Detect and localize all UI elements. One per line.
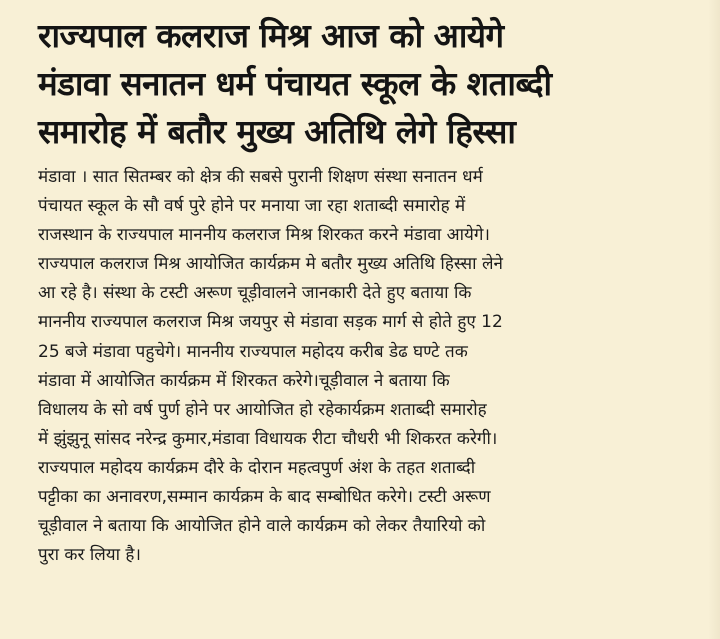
body-line: पुरा कर लिया है। xyxy=(38,545,141,566)
headline-line-1: राज्यपाल कलराज मिश्र आज को आयेगे xyxy=(38,16,504,55)
body-line: राज्यपाल महोदय कार्यक्रम दौरे के दोरान महत्वपुर्ण अंश के तहत शताब्दी xyxy=(38,457,476,478)
cut-off-next-headline xyxy=(38,624,638,639)
cut-off-text-top xyxy=(40,0,440,4)
body-line: मंडावा । सात सितम्बर को क्षेत्र की सबसे पुरानी शिक्षण संस्था सनातन धर्म xyxy=(38,167,483,187)
headline-line-2: मंडावा सनातन धर्म पंचायत स्कूल के शताब्दी xyxy=(38,64,552,103)
headline-line-3: समारोह में बतौर मुख्य अतिथि लेगे हिस्सा xyxy=(38,112,516,151)
body-line: मंडावा में आयोजित कार्यक्रम में शिरकत करेगे।चूड़ीवाल ने बताया कि xyxy=(38,370,450,391)
body-line: में झुंझुनू सांसद नरेन्द्र कुमार,मंडावा विधायक रीटा चौधरी भी शिकरत करेगी। xyxy=(38,428,498,449)
body-line: विधालय के सो वर्ष पुर्ण होने पर आयोजित हो रहेकार्यक्रम शताब्दी समारोह xyxy=(38,399,487,420)
body-line: राज्यपाल कलराज मिश्र आयोजित कार्यक्रम मे बतौर मुख्य अतिथि हिस्सा लेने xyxy=(38,254,503,275)
body-line: चूड़ीवाल ने बताया कि आयोजित होने वाले कार्यक्रम को लेकर तैयारियो को xyxy=(38,516,486,537)
body-line: राजस्थान के राज्यपाल माननीय कलराज मिश्र शिरकत करने मंडावा आयेगे। xyxy=(38,225,490,246)
article-body xyxy=(38,163,690,570)
body-line: पंचायत स्कूल के सौ वर्ष पुरे होने पर मनाया जा रहा शताब्दी समारोह में xyxy=(38,196,466,217)
body-line: 25 बजे मंडावा पहुचेगे। माननीय राज्यपाल महोदय करीब डेढ घण्टे तक xyxy=(38,341,468,362)
body-line: पट्टीका का अनावरण,सम्मान कार्यक्रम के बाद सम्बोधित करेगे। टस्टी अरूण xyxy=(38,487,491,508)
page-edge-shadow xyxy=(708,0,720,639)
article-headline xyxy=(38,12,698,156)
body-line: माननीय राज्यपाल कलराज मिश्र जयपुर से मंडावा सड़क मार्ग से होते हुए 12 xyxy=(38,312,503,333)
body-line: आ रहे है। संस्था के टस्टी अरूण चूड़ीवालने जानकारी देते हुए बताया कि xyxy=(38,283,472,304)
